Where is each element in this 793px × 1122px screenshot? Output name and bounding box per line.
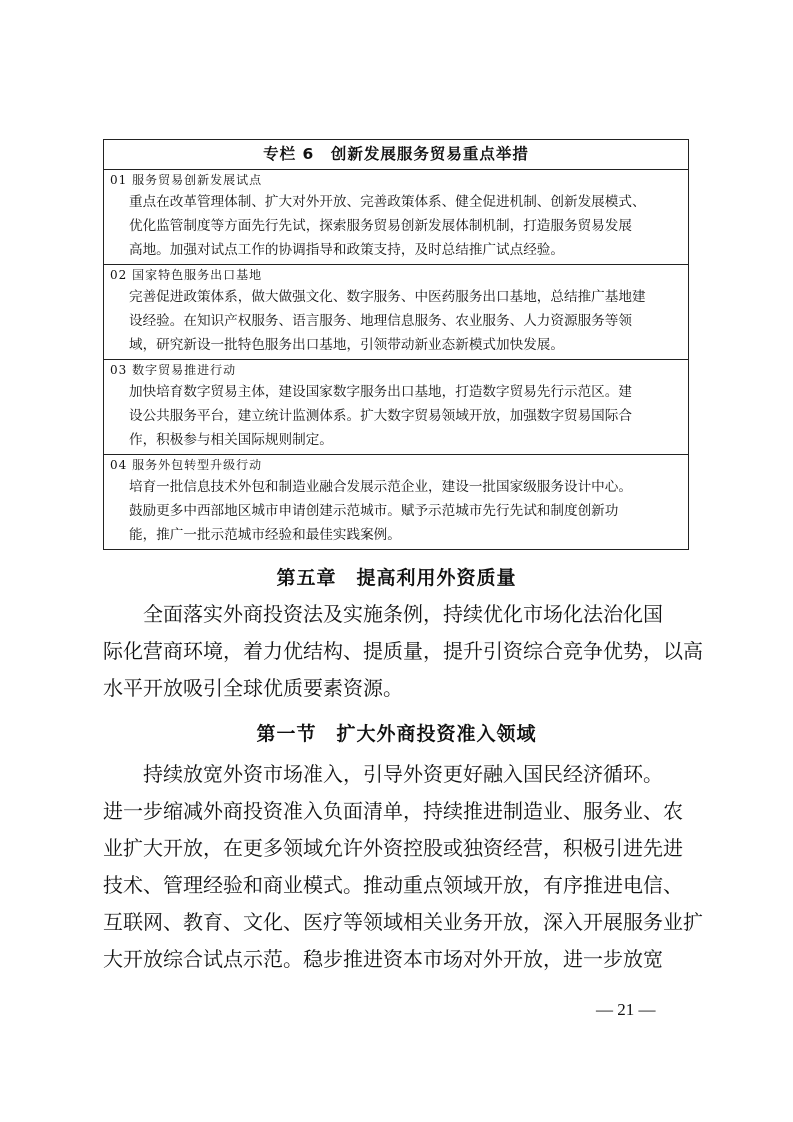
text-line: 重点在改革管理体制、扩大对外开放、完善政策体系、健全促进机制、创新发展模式、 xyxy=(129,194,646,210)
text-line: 培育一批信息技术外包和制造业融合发展示范企业，建设一批国家级服务设计中心。 xyxy=(129,479,632,495)
text-line: 业扩大开放，在更多领域允许外资控股或独资经营，积极引进先进 xyxy=(103,836,683,860)
text-line: 持续放宽外资市场准入，引导外资更好融入国民经济循环。 xyxy=(103,762,663,786)
text-line: 互联网、教育、文化、医疗等领域相关业务开放，深入开展服务业扩 xyxy=(103,910,703,934)
box-item-heading: 02 国家特色服务出口基地 xyxy=(110,268,263,282)
text-line: 域，研究新设一批特色服务出口基地，引领带动新业态新模式加快发展。 xyxy=(129,337,564,353)
box-item-3 xyxy=(104,360,688,455)
section-title: 第一节 扩大外商投资准入领域 xyxy=(256,723,537,745)
box-item-body xyxy=(104,380,688,454)
text-line: 进一步缩减外商投资准入负面清单，持续推进制造业、服务业、农 xyxy=(103,799,683,823)
text-line: 水平开放吸引全球优质要素资源。 xyxy=(103,676,403,700)
box-item-body xyxy=(104,475,688,549)
text-line: 作，积极参与相关国际规则制定。 xyxy=(129,432,333,448)
text-line: 能，推广一批示范城市经验和最佳实践案例。 xyxy=(129,527,401,543)
box-item-body xyxy=(104,285,688,359)
box-item-heading: 01 服务贸易创新发展试点 xyxy=(110,173,263,187)
box-item-heading: 04 服务外包转型升级行动 xyxy=(110,458,263,472)
box-item-4 xyxy=(104,455,688,549)
text-line: 全面落实外商投资法及实施条例，持续优化市场化法治化国 xyxy=(103,602,663,626)
section-paragraph xyxy=(103,756,703,978)
box-item-1 xyxy=(104,170,688,265)
text-line: 高地。加强对试点工作的协调指导和政策支持，及时总结推广试点经验。 xyxy=(129,242,564,258)
text-line: 鼓励更多中西部地区城市申请创建示范城市。赋予示范城市先行先试和制度创新功 xyxy=(129,503,619,519)
text-line: 优化监管制度等方面先行先试，探索服务贸易创新发展体制机制，打造服务贸易发展 xyxy=(129,218,632,234)
box-item-2 xyxy=(104,265,688,360)
page-number: — 21 — xyxy=(596,1000,656,1019)
text-line: 技术、管理经验和商业模式。推动重点领域开放，有序推进电信、 xyxy=(103,873,683,897)
text-line: 大开放综合试点示范。稳步推进资本市场对外开放，进一步放宽 xyxy=(103,947,663,971)
chapter-title: 第五章 提高利用外资质量 xyxy=(276,567,517,589)
text-line: 加快培育数字贸易主体，建设国家数字服务出口基地，打造数字贸易先行示范区。建 xyxy=(129,384,632,400)
feature-box xyxy=(103,139,689,550)
text-line: 设经验。在知识产权服务、语言服务、地理信息服务、农业服务、人力资源服务等领 xyxy=(129,313,632,329)
text-line: 际化营商环境，着力优结构、提质量，提升引资综合竞争优势，以高 xyxy=(103,639,703,663)
box-item-heading: 03 数字贸易推进行动 xyxy=(110,363,237,377)
box-item-body xyxy=(104,190,688,264)
box-title: 专栏 6 创新发展服务贸易重点举措 xyxy=(104,140,688,170)
chapter-paragraph xyxy=(103,596,703,707)
text-line: 设公共服务平台，建立统计监测体系。扩大数字贸易领域开放，加强数字贸易国际合 xyxy=(129,408,632,424)
text-line: 完善促进政策体系，做大做强文化、数字服务、中医药服务出口基地，总结推广基地建 xyxy=(129,289,646,305)
